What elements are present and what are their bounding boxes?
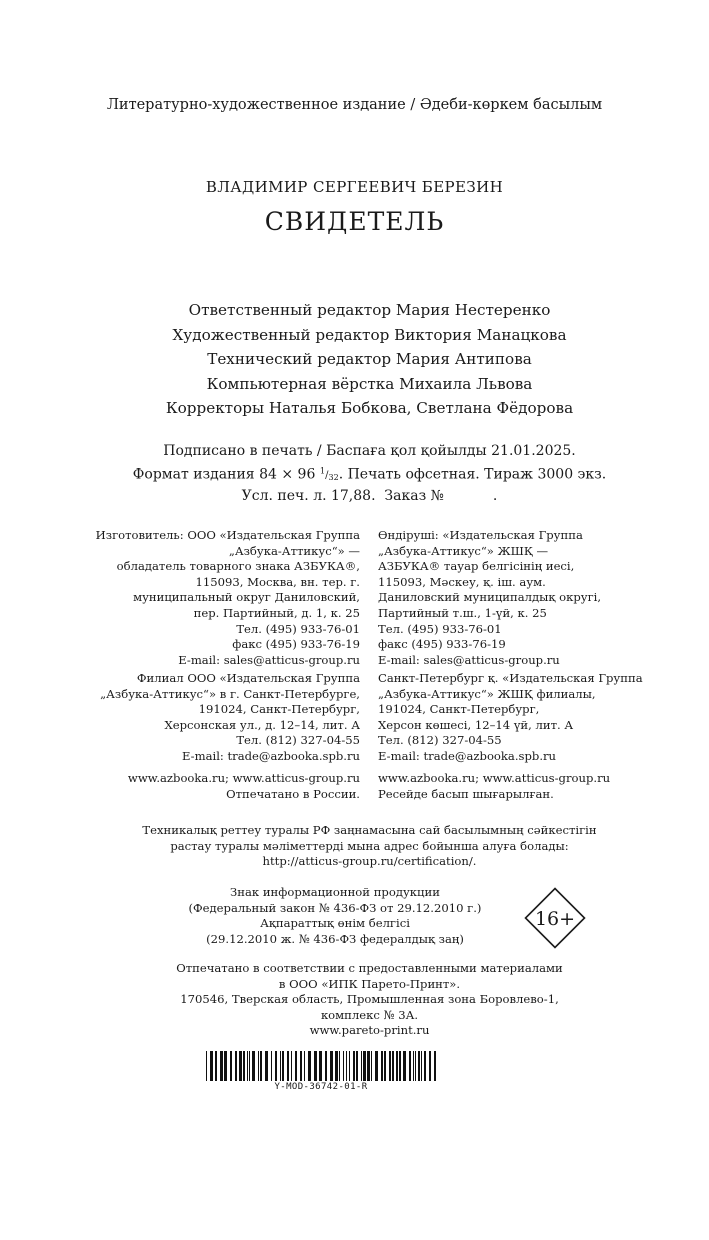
barcode-bar: [418, 1051, 420, 1081]
manufacturer-kz: [378, 528, 601, 668]
barcode-bar: [396, 1051, 398, 1081]
manufacturer-ru-line: обладатель товарного знака АЗБУКА®,: [116, 559, 360, 574]
branch-ru: [100, 671, 360, 765]
barcode-bar: [314, 1051, 317, 1081]
barcode-bar: [434, 1051, 436, 1081]
barcode-bar: [252, 1051, 255, 1081]
barcode-bar: [206, 1051, 207, 1081]
barcode-bar: [280, 1051, 281, 1081]
barcode-bar: [287, 1051, 289, 1081]
branch-ru-line: Тел. (812) 327-04-55: [236, 733, 360, 748]
barcode-bar: [247, 1051, 248, 1081]
print-info: [0, 442, 709, 507]
web-kz-line: www.azbooka.ru; www.atticus-group.ru: [378, 771, 611, 785]
manufacturer-ru-line: Изготовитель: ООО «Издательская Группа: [95, 528, 360, 542]
branch-ru-line: E-mail: trade@azbooka.spb.ru: [181, 748, 360, 763]
format-prefix: Формат издания 84 × 96: [132, 465, 316, 482]
barcode-bar: [409, 1051, 411, 1081]
info-sign-line: Знак информационной продукции: [230, 885, 440, 899]
branch-kz-line: 191024, Санкт-Петербург,: [378, 702, 540, 717]
barcode-bar: [308, 1051, 311, 1081]
barcode-bar: [300, 1051, 302, 1081]
barcode-bar: [265, 1051, 268, 1081]
print-sheets-order: Усл. печ. л. 17,88. Заказ № .: [241, 488, 498, 505]
branch-kz-line: E-mail: trade@azbooka.spb.ru: [378, 748, 557, 763]
age-rating-label: 16+: [534, 908, 576, 930]
branch-kz-line: Санкт-Петербург қ. «Издательская Группа: [378, 671, 643, 685]
barcode: [206, 1051, 436, 1081]
barcode-bar: [403, 1051, 406, 1081]
barcode-bar: [295, 1051, 297, 1081]
credit-line: Компьютерная вёрстка Михаила Львова: [206, 374, 533, 393]
print-format: [0, 462, 709, 488]
barcode-number: Y-MOD-36742-01-R: [274, 1082, 368, 1092]
barcode-bar: [367, 1051, 370, 1081]
manufacturer-kz-line: E-mail: sales@atticus-group.ru: [378, 652, 560, 667]
branch-ru-line: Херсонская ул., д. 12–14, лит. А: [164, 717, 360, 732]
barcode-bar: [356, 1051, 358, 1081]
branch-kz-line: Херсон көшесі, 12–14 үй, лит. А: [378, 717, 574, 732]
manufacturer-ru-line: „Азбука-Аттикус“» —: [228, 543, 360, 558]
manufacturer-kz-line: 115093, Мәскеу, қ. іш. аум.: [378, 574, 546, 589]
barcode-bar: [325, 1051, 327, 1081]
barcode-bar: [413, 1051, 414, 1081]
printer-line: в ООО «ИПК Парето-Принт».: [278, 976, 461, 991]
age-rating-badge: [524, 887, 586, 949]
branch-kz-line: „Азбука-Аттикус“» ЖШҚ филиалы,: [378, 686, 596, 701]
barcode-bar: [361, 1051, 362, 1081]
info-sign-line: (Федеральный закон № 436-ФЗ от 29.12.2010 г.): [188, 900, 482, 915]
manufacturer-ru-line: E-mail: sales@atticus-group.ru: [178, 652, 360, 667]
barcode-bar: [346, 1051, 347, 1081]
web-ru-line: Отпечатано в России.: [226, 786, 360, 801]
barcode-bar: [239, 1051, 242, 1081]
credit-line: Художественный редактор Виктория Манацкова: [172, 325, 567, 344]
format-denominator: 32: [328, 472, 339, 482]
format-suffix: . Печать офсетная. Тираж 3000 экз.: [338, 465, 607, 482]
barcode-bar: [271, 1051, 272, 1081]
barcode-bar: [375, 1051, 378, 1081]
manufacturer-ru-line: Тел. (495) 933-76-01: [236, 621, 360, 636]
format-numerator: 1: [319, 465, 326, 476]
certification-note: [0, 823, 709, 870]
barcode-bar: [210, 1051, 213, 1081]
certification-line: растау туралы мәліметтерді мына адрес бойынша алуға болады:: [170, 838, 569, 853]
barcode-bar: [424, 1051, 426, 1081]
web-ru-line: www.azbooka.ru; www.atticus-group.ru: [127, 771, 360, 785]
manufacturer-kz-line: Даниловский муниципалдық округі,: [378, 590, 602, 605]
manufacturer-kz-line: „Азбука-Аттикус“» ЖШҚ —: [378, 543, 549, 558]
barcode-bar: [339, 1051, 340, 1081]
certification-line: Техникалық реттеу туралы РФ заңнамасына сай басылымның сәйкестігін: [142, 823, 597, 837]
web-ru: [128, 771, 360, 802]
barcode-bar: [230, 1051, 232, 1081]
barcode-bar: [343, 1051, 344, 1081]
info-sign-text: [150, 885, 520, 947]
barcode-bar: [330, 1051, 333, 1081]
barcode-bar: [363, 1051, 366, 1081]
manufacturer-ru-line: 115093, Москва, вн. тер. г.: [195, 574, 360, 589]
barcode-bar: [249, 1051, 250, 1081]
manufacturer-ru-line: факс (495) 933-76-19: [232, 637, 360, 652]
printer-info: [0, 961, 709, 1039]
printer-line: 170546, Тверская область, Промышленная зона Боровлево-1,: [180, 992, 559, 1007]
printer-line: www.pareto-print.ru: [309, 1023, 430, 1038]
manufacturer-kz-line: Өндіруші: «Издательская Группа: [378, 528, 583, 542]
info-sign-line: (29.12.2010 ж. № 436-ФЗ федералдық заң): [206, 931, 464, 946]
manufacturer-ru-line: муниципальный округ Даниловский,: [133, 590, 360, 605]
barcode-bar: [275, 1051, 277, 1081]
branch-ru-line: „Азбука-Аттикус“» в г. Санкт-Петербурге,: [100, 686, 360, 701]
printer-line: Отпечатано в соответствии с предоставленными материалами: [176, 961, 563, 975]
barcode-bar: [415, 1051, 416, 1081]
manufacturer-kz-line: факс (495) 933-76-19: [378, 637, 506, 652]
barcode-bar: [371, 1051, 372, 1081]
barcode-bar: [335, 1051, 338, 1081]
manufacturer-ru: [96, 528, 360, 668]
series-line: Литературно-художественное издание / Әдеби-көркем басылым: [106, 97, 603, 113]
barcode-bar: [384, 1051, 386, 1081]
manufacturer-ru-line: пер. Партийный, д. 1, к. 25: [193, 605, 360, 620]
barcode-bar: [220, 1051, 223, 1081]
certification-line: http://atticus-group.ru/certification/.: [262, 854, 477, 869]
barcode-bar: [260, 1051, 262, 1081]
barcode-bar: [258, 1051, 259, 1081]
web-kz: [378, 771, 610, 802]
barcode-bar: [243, 1051, 245, 1081]
branch-ru-line: 191024, Санкт-Петербург,: [198, 702, 360, 717]
credit-line: Технический редактор Мария Антипова: [207, 350, 532, 368]
barcode-bar: [215, 1051, 217, 1081]
credit-line: Ответственный редактор Мария Нестеренко: [188, 301, 551, 319]
barcode-bar: [235, 1051, 237, 1081]
print-date: Подписано в печать / Баспаға қол қойылды 21.01.2025.: [163, 443, 576, 459]
barcode-bar: [282, 1051, 284, 1081]
barcode-bar: [353, 1051, 355, 1081]
manufacturer-kz-line: Партийный т.ш., 1-үй, к. 25: [378, 605, 547, 620]
format-fraction: $^1/_{32}$: [319, 465, 339, 482]
branch-kz: [378, 671, 643, 765]
branch-ru-line: Филиал ООО «Издательская Группа: [136, 671, 360, 685]
barcode-bar: [291, 1051, 292, 1081]
printer-line: комплекс № 3А.: [320, 1007, 419, 1022]
barcode-bar: [319, 1051, 322, 1081]
barcode-bar: [392, 1051, 394, 1081]
credit-line: Корректоры Наталья Бобкова, Светлана Фёдорова: [165, 399, 574, 417]
author-name: ВЛАДИМИР СЕРГЕЕВИЧ БЕРЕЗИН: [205, 178, 504, 196]
manufacturer-kz-line: АЗБУКА® тауар белгісінің иесі,: [378, 559, 575, 574]
barcode-bar: [381, 1051, 383, 1081]
barcode-bar: [421, 1051, 422, 1081]
manufacturer-kz-line: Тел. (495) 933-76-01: [378, 621, 502, 636]
branch-kz-line: Тел. (812) 327-04-55: [378, 733, 502, 748]
barcode-bar: [399, 1051, 401, 1081]
info-sign-line: Ақпараттық өнім белгісі: [260, 916, 410, 931]
credits-block: [0, 298, 709, 421]
barcode-bar: [429, 1051, 431, 1081]
barcode-bar: [389, 1051, 391, 1081]
book-title: СВИДЕТЕЛЬ: [264, 207, 445, 236]
web-kz-line: Ресейде басып шығарылған.: [378, 786, 554, 801]
barcode-bar: [224, 1051, 227, 1081]
barcode-bar: [304, 1051, 305, 1081]
barcode-bar: [349, 1051, 350, 1081]
